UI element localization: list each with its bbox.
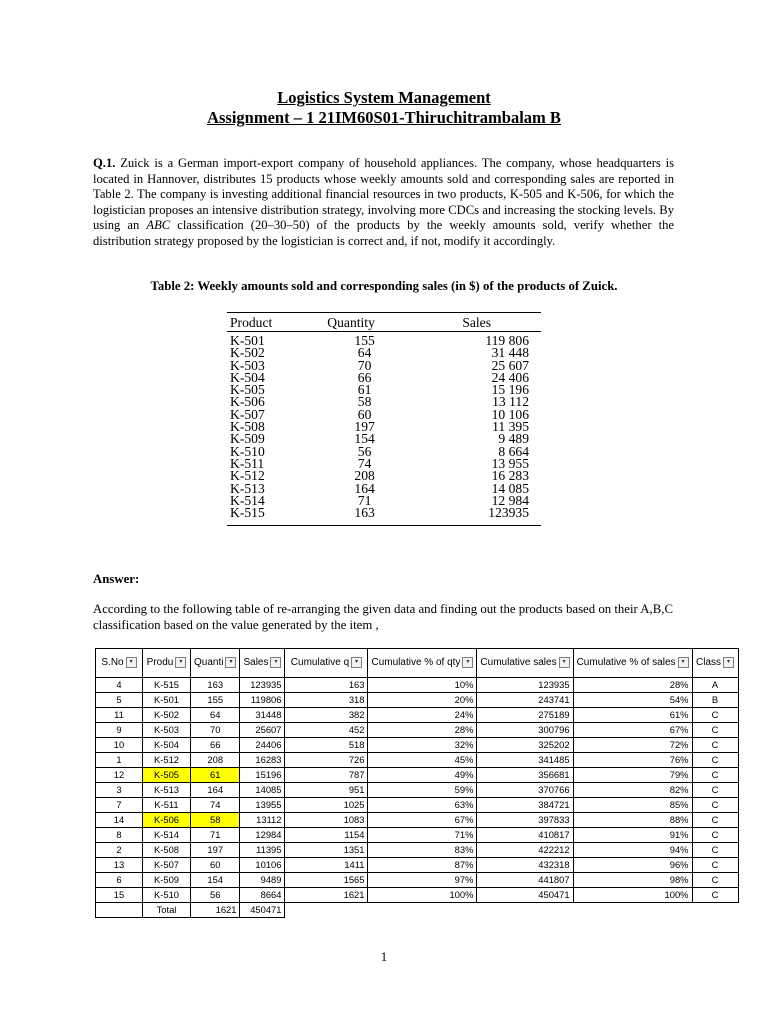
spreadsheet-cell-cumulative-pct-sales: 67% (573, 723, 692, 738)
spreadsheet-cell-cumulative-pct-sales: 96% (573, 858, 692, 873)
spreadsheet-cell-cumulative-qty: 318 (285, 693, 368, 708)
spreadsheet-cell-cumulative-sales: 341485 (477, 753, 573, 768)
filter-dropdown-icon[interactable]: ▾ (225, 657, 236, 668)
table2-cell-product: K-503 (230, 357, 265, 373)
spreadsheet-row (96, 828, 739, 843)
table2-cell-sales: 11 395 (492, 419, 529, 435)
answer-text: According to the following table of re-arranging the given data and finding out the products based on their A,B,C classification based on the value generated by the item , (93, 602, 673, 632)
spreadsheet-cell-product: K-507 (143, 858, 191, 873)
spreadsheet-cell-sno: 3 (96, 783, 143, 798)
spreadsheet-cell-product: K-515 (143, 678, 191, 693)
table2-cell-product: K-501 (230, 333, 265, 348)
table2-cell-product: K-515 (230, 505, 265, 521)
spreadsheet-cell-sales: 119806 (240, 693, 285, 708)
table2-cell-sales: 9 489 (498, 431, 529, 447)
spreadsheet-header-cumulative-sales[interactable] (477, 649, 573, 678)
spreadsheet-empty-cell (368, 903, 477, 918)
spreadsheet-cell-cumulative-pct-sales: 28% (573, 678, 692, 693)
table2-cell-product: K-511 (230, 455, 265, 471)
spreadsheet-cell-cumulative-sales: 432318 (477, 858, 573, 873)
spreadsheet-cell-quantity: 60 (191, 858, 240, 873)
spreadsheet-row (96, 858, 739, 873)
spreadsheet-cell-sno: 14 (96, 813, 143, 828)
spreadsheet-cell-product: K-505 (143, 768, 191, 783)
spreadsheet-cell-cumulative-sales: 450471 (477, 888, 573, 903)
spreadsheet-cell-cumulative-pct-qty: 87% (368, 858, 477, 873)
spreadsheet-cell-sno: 15 (96, 888, 143, 903)
spreadsheet-cell-cumulative-pct-qty: 83% (368, 843, 477, 858)
filter-dropdown-icon[interactable]: ▾ (270, 657, 281, 668)
spreadsheet-header-label: Quanti (194, 657, 224, 669)
spreadsheet-header-label: Cumulative % of sales (576, 657, 676, 669)
spreadsheet-row (96, 873, 739, 888)
spreadsheet-header-cumulative-qty[interactable] (285, 649, 368, 678)
table2-cell-product: K-509 (230, 431, 265, 447)
spreadsheet-cell-class: C (692, 873, 738, 888)
spreadsheet-cell-class: B (692, 693, 738, 708)
spreadsheet-cell-cumulative-pct-qty: 49% (368, 768, 477, 783)
spreadsheet-cell-product: K-511 (143, 798, 191, 813)
spreadsheet-cell-cumulative-sales: 243741 (477, 693, 573, 708)
spreadsheet-empty-cell (692, 903, 738, 918)
table2-cell-quantity: 155 (354, 333, 375, 348)
spreadsheet-cell-cumulative-pct-sales: 82% (573, 783, 692, 798)
spreadsheet-cell-sales: 8664 (240, 888, 285, 903)
spreadsheet-row (96, 723, 739, 738)
spreadsheet-cell-product: K-514 (143, 828, 191, 843)
spreadsheet-header-label: Cumulative sales (480, 657, 557, 669)
table2-cell-sales: 16 283 (491, 468, 529, 484)
spreadsheet-cell-cumulative-qty: 787 (285, 768, 368, 783)
table2-header-sales: Sales (462, 315, 492, 330)
spreadsheet-header-product[interactable] (143, 649, 191, 678)
spreadsheet-cell-class: C (692, 753, 738, 768)
spreadsheet-cell-class: C (692, 888, 738, 903)
spreadsheet-header-sno[interactable] (96, 649, 143, 678)
spreadsheet-cell-cumulative-sales: 384721 (477, 798, 573, 813)
spreadsheet-cell-sno: 1 (96, 753, 143, 768)
spreadsheet-cell-cumulative-qty: 1083 (285, 813, 368, 828)
spreadsheet-total-row (96, 903, 739, 918)
spreadsheet-row (96, 798, 739, 813)
table2-cell-quantity: 58 (357, 394, 372, 410)
table2-cell-quantity: 56 (357, 443, 372, 459)
spreadsheet-header-label: Sales (243, 657, 269, 669)
spreadsheet-cell-cumulative-qty: 951 (285, 783, 368, 798)
spreadsheet-header-label: Class (696, 657, 722, 669)
question-text-b: classification (20–30–50) of the products by the weekly amounts sold, verify whether the distribution strategy proposed by the logistician is correct and, if not, modify it accordingly. (93, 218, 674, 248)
spreadsheet-cell-class: A (692, 678, 738, 693)
spreadsheet-cell-cumulative-pct-qty: 28% (368, 723, 477, 738)
table2-cell-product: K-510 (230, 443, 265, 459)
spreadsheet-cell-cumulative-qty: 1154 (285, 828, 368, 843)
spreadsheet-cell-sales: 15196 (240, 768, 285, 783)
spreadsheet-cell-sno: 9 (96, 723, 143, 738)
spreadsheet-cell-cumulative-qty: 1351 (285, 843, 368, 858)
spreadsheet-cell-class: C (692, 783, 738, 798)
spreadsheet-cell-sno: 8 (96, 828, 143, 843)
spreadsheet-cell-sales: 13112 (240, 813, 285, 828)
filter-dropdown-icon[interactable]: ▾ (559, 657, 570, 668)
spreadsheet-cell-cumulative-pct-qty: 100% (368, 888, 477, 903)
spreadsheet-cell-cumulative-pct-sales: 54% (573, 693, 692, 708)
spreadsheet-row (96, 843, 739, 858)
page-number: 1 (380, 950, 388, 964)
spreadsheet-cell-cumulative-pct-sales: 76% (573, 753, 692, 768)
spreadsheet-cell-cumulative-pct-sales: 79% (573, 768, 692, 783)
table2-cell-product: K-513 (230, 480, 265, 496)
spreadsheet-cell-quantity: 154 (191, 873, 240, 888)
spreadsheet-cell-cumulative-pct-qty: 24% (368, 708, 477, 723)
spreadsheet-cell-sales: 9489 (240, 873, 285, 888)
spreadsheet-cell-class: C (692, 813, 738, 828)
spreadsheet-empty-cell (285, 903, 368, 918)
spreadsheet-total-sales: 450471 (240, 903, 285, 918)
spreadsheet-cell-cumulative-pct-sales: 91% (573, 828, 692, 843)
spreadsheet-cell-cumulative-pct-qty: 97% (368, 873, 477, 888)
table2-row (227, 507, 541, 519)
spreadsheet-cell-sno: 5 (96, 693, 143, 708)
spreadsheet-cell-cumulative-pct-qty: 67% (368, 813, 477, 828)
spreadsheet-cell-quantity: 70 (191, 723, 240, 738)
spreadsheet-cell-product: K-508 (143, 843, 191, 858)
spreadsheet-cell-quantity: 66 (191, 738, 240, 753)
spreadsheet-cell-quantity: 56 (191, 888, 240, 903)
spreadsheet-cell-cumulative-pct-sales: 85% (573, 798, 692, 813)
table2-caption: Table 2: Weekly amounts sold and corresponding sales (in $) of the products of Zuick. (150, 279, 618, 293)
spreadsheet-cell-class: C (692, 843, 738, 858)
filter-dropdown-icon[interactable]: ▾ (175, 657, 186, 668)
spreadsheet-cell-product: K-509 (143, 873, 191, 888)
spreadsheet-header-label: Cumulative % of qty (371, 657, 461, 669)
spreadsheet-cell-cumulative-sales: 422212 (477, 843, 573, 858)
spreadsheet-cell-class: C (692, 858, 738, 873)
table2-cell-sales: 14 085 (491, 480, 529, 496)
table2-cell-quantity: 71 (357, 492, 372, 508)
table2-cell-quantity: 70 (357, 357, 372, 373)
table2-bottom-rule (227, 525, 541, 526)
question-abc: ABC (146, 218, 171, 233)
spreadsheet-cell-cumulative-pct-sales: 61% (573, 708, 692, 723)
table2-cell-quantity: 61 (357, 382, 372, 398)
assignment-title: Assignment – 1 21IM60S01-Thiruchitrambalam B (207, 108, 561, 127)
table2-header-product: Product (230, 315, 273, 330)
spreadsheet-cell-sales: 31448 (240, 708, 285, 723)
spreadsheet-cell-cumulative-qty: 1025 (285, 798, 368, 813)
spreadsheet-cell-product: K-513 (143, 783, 191, 798)
spreadsheet-cell-sales: 13955 (240, 798, 285, 813)
table2-cell-quantity: 60 (357, 406, 372, 422)
spreadsheet-cell-cumulative-qty: 163 (285, 678, 368, 693)
spreadsheet-cell-sales: 123935 (240, 678, 285, 693)
spreadsheet-row (96, 768, 739, 783)
spreadsheet-total-blank (96, 903, 143, 918)
spreadsheet-header-label: S.No (101, 657, 124, 669)
table2-cell-product: K-508 (230, 419, 265, 435)
table2-cell-sales: 31 448 (491, 345, 529, 361)
spreadsheet-cell-cumulative-pct-qty: 20% (368, 693, 477, 708)
spreadsheet-header-cumulative-pct-sales[interactable] (573, 649, 692, 678)
spreadsheet-cell-class: C (692, 798, 738, 813)
spreadsheet-cell-product: K-506 (143, 813, 191, 828)
spreadsheet-cell-cumulative-pct-sales: 98% (573, 873, 692, 888)
spreadsheet-cell-cumulative-sales: 123935 (477, 678, 573, 693)
spreadsheet-cell-quantity: 74 (191, 798, 240, 813)
spreadsheet-cell-sales: 25607 (240, 723, 285, 738)
filter-dropdown-icon[interactable]: ▾ (351, 657, 362, 668)
spreadsheet-cell-product: K-510 (143, 888, 191, 903)
spreadsheet-cell-quantity: 71 (191, 828, 240, 843)
table2-cell-product: K-505 (230, 382, 265, 398)
table2-header-quantity: Quantity (327, 315, 375, 330)
table2 (227, 312, 541, 526)
spreadsheet-cell-cumulative-qty: 452 (285, 723, 368, 738)
spreadsheet-total-quantity: 1621 (191, 903, 240, 918)
spreadsheet-cell-sales: 16283 (240, 753, 285, 768)
spreadsheet-row (96, 783, 739, 798)
table2-cell-quantity: 74 (357, 455, 372, 471)
table2-body (227, 332, 541, 525)
spreadsheet-cell-cumulative-sales: 325202 (477, 738, 573, 753)
table2-cell-sales: 12 984 (491, 492, 529, 508)
spreadsheet-header-label: Produ (146, 657, 174, 669)
table2-cell-quantity: 66 (357, 369, 372, 385)
spreadsheet-header-row (96, 649, 739, 678)
spreadsheet-row (96, 813, 739, 828)
spreadsheet-cell-sno: 11 (96, 708, 143, 723)
table2-cell-product: K-507 (230, 406, 265, 422)
table2-row (227, 433, 541, 445)
spreadsheet-cell-product: K-504 (143, 738, 191, 753)
table2-cell-sales: 25 607 (491, 357, 529, 373)
spreadsheet-cell-class: C (692, 708, 738, 723)
table2-cell-quantity: 208 (354, 468, 375, 484)
spreadsheet-cell-quantity: 164 (191, 783, 240, 798)
spreadsheet-cell-quantity: 197 (191, 843, 240, 858)
table2-cell-quantity: 154 (354, 431, 375, 447)
filter-dropdown-icon[interactable]: ▾ (462, 657, 473, 668)
spreadsheet-row (96, 888, 739, 903)
spreadsheet-cell-cumulative-sales: 410817 (477, 828, 573, 843)
table2-cell-sales: 13 112 (492, 394, 529, 410)
spreadsheet-cell-class: C (692, 768, 738, 783)
table2-cell-sales: 123935 (488, 505, 529, 521)
spreadsheet-cell-cumulative-pct-sales: 72% (573, 738, 692, 753)
spreadsheet-cell-cumulative-sales: 397833 (477, 813, 573, 828)
spreadsheet-cell-sales: 10106 (240, 858, 285, 873)
spreadsheet-header-sales[interactable] (240, 649, 285, 678)
spreadsheet-cell-product: K-503 (143, 723, 191, 738)
spreadsheet-cell-quantity: 61 (191, 768, 240, 783)
table2-cell-quantity: 64 (357, 345, 372, 361)
spreadsheet-cell-cumulative-pct-qty: 10% (368, 678, 477, 693)
spreadsheet-row (96, 708, 739, 723)
table2-cell-quantity: 164 (354, 480, 375, 496)
spreadsheet-cell-cumulative-pct-qty: 32% (368, 738, 477, 753)
table2-header (227, 313, 541, 331)
spreadsheet-row (96, 678, 739, 693)
spreadsheet-cell-cumulative-qty: 1411 (285, 858, 368, 873)
table2-cell-sales: 8 664 (498, 443, 529, 459)
filter-dropdown-icon[interactable]: ▾ (678, 657, 689, 668)
spreadsheet-cell-cumulative-pct-qty: 59% (368, 783, 477, 798)
spreadsheet-cell-sales: 12984 (240, 828, 285, 843)
table2-cell-quantity: 163 (354, 505, 375, 521)
filter-dropdown-icon[interactable]: ▾ (723, 657, 734, 668)
spreadsheet-cell-cumulative-sales: 356681 (477, 768, 573, 783)
spreadsheet-cell-sno: 7 (96, 798, 143, 813)
spreadsheet-header-cumulative-pct-qty[interactable] (368, 649, 477, 678)
spreadsheet-header-class[interactable] (692, 649, 738, 678)
spreadsheet-cell-quantity: 208 (191, 753, 240, 768)
spreadsheet-cell-cumulative-sales: 441807 (477, 873, 573, 888)
table2-cell-product: K-514 (230, 492, 265, 508)
spreadsheet-cell-cumulative-pct-sales: 100% (573, 888, 692, 903)
spreadsheet-cell-cumulative-sales: 300796 (477, 723, 573, 738)
spreadsheet-body (96, 678, 739, 918)
spreadsheet-cell-cumulative-pct-qty: 71% (368, 828, 477, 843)
spreadsheet-cell-sno: 12 (96, 768, 143, 783)
abc-spreadsheet (95, 648, 739, 918)
question-label: Q.1. (93, 156, 116, 170)
spreadsheet-cell-sales: 14085 (240, 783, 285, 798)
spreadsheet-cell-sales: 24406 (240, 738, 285, 753)
answer-label: Answer: (93, 572, 140, 586)
table2-cell-quantity: 197 (354, 419, 375, 435)
table2-cell-product: K-502 (230, 345, 265, 361)
spreadsheet-cell-sno: 4 (96, 678, 143, 693)
spreadsheet-cell-cumulative-pct-sales: 94% (573, 843, 692, 858)
spreadsheet-cell-product: K-501 (143, 693, 191, 708)
spreadsheet-cell-quantity: 58 (191, 813, 240, 828)
spreadsheet-cell-class: C (692, 738, 738, 753)
spreadsheet-cell-sno: 10 (96, 738, 143, 753)
spreadsheet-cell-cumulative-qty: 1565 (285, 873, 368, 888)
spreadsheet-empty-cell (477, 903, 573, 918)
table2-cell-product: K-504 (230, 369, 265, 385)
spreadsheet-total-label: Total (143, 903, 191, 918)
spreadsheet-cell-sales: 11395 (240, 843, 285, 858)
spreadsheet-row (96, 753, 739, 768)
spreadsheet-row (96, 738, 739, 753)
spreadsheet-cell-cumulative-qty: 726 (285, 753, 368, 768)
spreadsheet-cell-sno: 6 (96, 873, 143, 888)
spreadsheet-cell-cumulative-qty: 518 (285, 738, 368, 753)
spreadsheet-cell-sno: 13 (96, 858, 143, 873)
question-paragraph (93, 156, 674, 250)
spreadsheet-cell-product: K-502 (143, 708, 191, 723)
spreadsheet-header-label: Cumulative q (290, 657, 350, 669)
spreadsheet-cell-product: K-512 (143, 753, 191, 768)
spreadsheet-row (96, 693, 739, 708)
spreadsheet-cell-cumulative-qty: 1621 (285, 888, 368, 903)
table2-cell-sales: 13 955 (491, 455, 529, 471)
spreadsheet-cell-cumulative-pct-sales: 88% (573, 813, 692, 828)
spreadsheet-cell-quantity: 163 (191, 678, 240, 693)
table2-row (227, 421, 541, 433)
spreadsheet-cell-quantity: 64 (191, 708, 240, 723)
table2-cell-sales: 15 196 (491, 382, 529, 398)
spreadsheet-header-quantity[interactable] (191, 649, 240, 678)
spreadsheet-cell-cumulative-qty: 382 (285, 708, 368, 723)
filter-dropdown-icon[interactable]: ▾ (126, 657, 137, 668)
question-text-a: Zuick is a German import-export company of household appliances. The company, whose headquarters is located in Hannover, distributes 15 products whose weekly amounts sold and corresponding sales are reported in Table 2. The company is investing additional financial resources in two products, K-505 and K-506, for which the logistician proposes an intensive distribution strategy, involving more CDCs and increasing the stocking levels. By using an (93, 156, 674, 233)
spreadsheet-empty-cell (573, 903, 692, 918)
table2-cell-product: K-512 (230, 468, 265, 484)
table2-cell-sales: 10 106 (491, 406, 529, 422)
spreadsheet-cell-cumulative-sales: 370766 (477, 783, 573, 798)
spreadsheet-cell-cumulative-sales: 275189 (477, 708, 573, 723)
spreadsheet-cell-class: C (692, 828, 738, 843)
spreadsheet-cell-cumulative-pct-qty: 45% (368, 753, 477, 768)
table2-cell-sales: 119 806 (485, 333, 529, 348)
spreadsheet-cell-quantity: 155 (191, 693, 240, 708)
table2-cell-sales: 24 406 (491, 369, 529, 385)
spreadsheet-cell-class: C (692, 723, 738, 738)
document-title: Logistics System Management (277, 88, 491, 107)
table2-cell-product: K-506 (230, 394, 265, 410)
spreadsheet-cell-sno: 2 (96, 843, 143, 858)
spreadsheet-cell-cumulative-pct-qty: 63% (368, 798, 477, 813)
